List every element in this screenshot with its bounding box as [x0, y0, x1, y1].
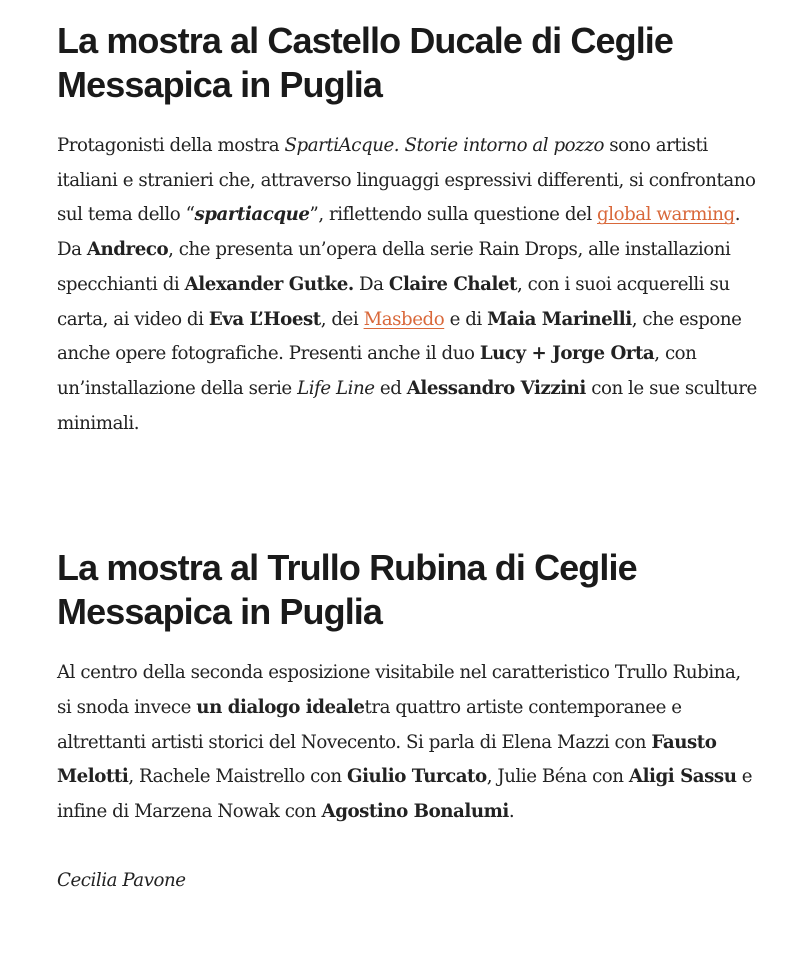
text-fragment: , Julie Béna con — [486, 766, 629, 788]
text-fragment: Da — [353, 273, 389, 295]
section-heading-trullo: La mostra al Trullo Rubina di Ceglie Messapica in Puglia — [57, 547, 637, 633]
masbedo-link[interactable]: Masbedo — [363, 308, 445, 330]
article-body — [57, 0, 757, 899]
text-fragment: Da — [57, 239, 87, 261]
text-fragment: Protagonisti della mostra — [57, 135, 285, 156]
text-fragment: , dei — [320, 308, 364, 330]
text-fragment: , che presenta un’opera della serie Rain Drops, alle installazioni specchianti di — [57, 239, 731, 295]
artist-name: Agostino Bonalumi — [321, 801, 509, 823]
artist-name: Fausto Melotti — [57, 731, 717, 788]
section-heading-castello: La mostra al Castello Ducale di Ceglie Messapica in Puglia — [57, 20, 674, 105]
artist-name: Aligi Sassu — [628, 766, 737, 788]
text-fragment: , con un’installazione della serie — [57, 343, 697, 399]
text-fragment: , Rachele Maistrello con — [128, 766, 347, 788]
theme-term: spartiacque — [194, 204, 310, 226]
text-fragment: e infine di Marzena Nowak con — [57, 766, 753, 823]
paragraph-intro — [57, 129, 757, 441]
text-fragment: sono artisti italiani e stranieri che, attraverso linguaggi espressivi differenti, si confrontano sul tema dello “ — [57, 135, 756, 226]
paragraph-trullo — [57, 656, 757, 830]
text-fragment: . — [508, 801, 515, 823]
text-fragment: , che espone anche opere fotografiche. Presenti anche il duo — [57, 308, 742, 365]
text-fragment: , con i suoi acquerelli su carta, ai video di — [57, 273, 730, 330]
text-fragment: . — [734, 204, 741, 226]
artist-name: Maia Marinelli — [487, 308, 632, 330]
author-byline — [57, 864, 757, 899]
highlight-phrase: un dialogo ideale — [196, 697, 365, 719]
text-fragment: Al centro della seconda esposizione visitabile nel caratteristico Trullo Rubina, si snoda invece — [57, 662, 741, 719]
text-fragment: con le sue sculture minimali. — [57, 377, 757, 434]
text-fragment: ”, riflettendo sulla questione del — [309, 204, 598, 226]
artist-name: Eva L’Hoest — [208, 308, 321, 330]
global-warming-link[interactable]: global warming — [597, 204, 735, 226]
series-title: Life Line — [297, 377, 375, 399]
artist-name: Alessandro Vizzini — [406, 377, 586, 399]
text-fragment: ed — [374, 377, 407, 399]
artist-name: Alexander Gutke. — [184, 273, 354, 295]
author-name: Cecilia Pavone — [57, 869, 186, 891]
text-fragment: tra quattro artiste contemporanee e altrettanti artisti storici del Novecento. Si parla di Elena Mazzi con — [57, 697, 682, 753]
exhibition-title: SpartiAcque. Storie intorno al pozzo — [284, 135, 604, 156]
artist-name: Andreco — [86, 239, 169, 261]
artist-name: Lucy + Jorge Orta — [479, 343, 655, 365]
text-fragment: e di — [444, 308, 488, 330]
artist-name: Giulio Turcato — [346, 766, 487, 788]
artist-name: Claire Chalet — [388, 273, 518, 295]
